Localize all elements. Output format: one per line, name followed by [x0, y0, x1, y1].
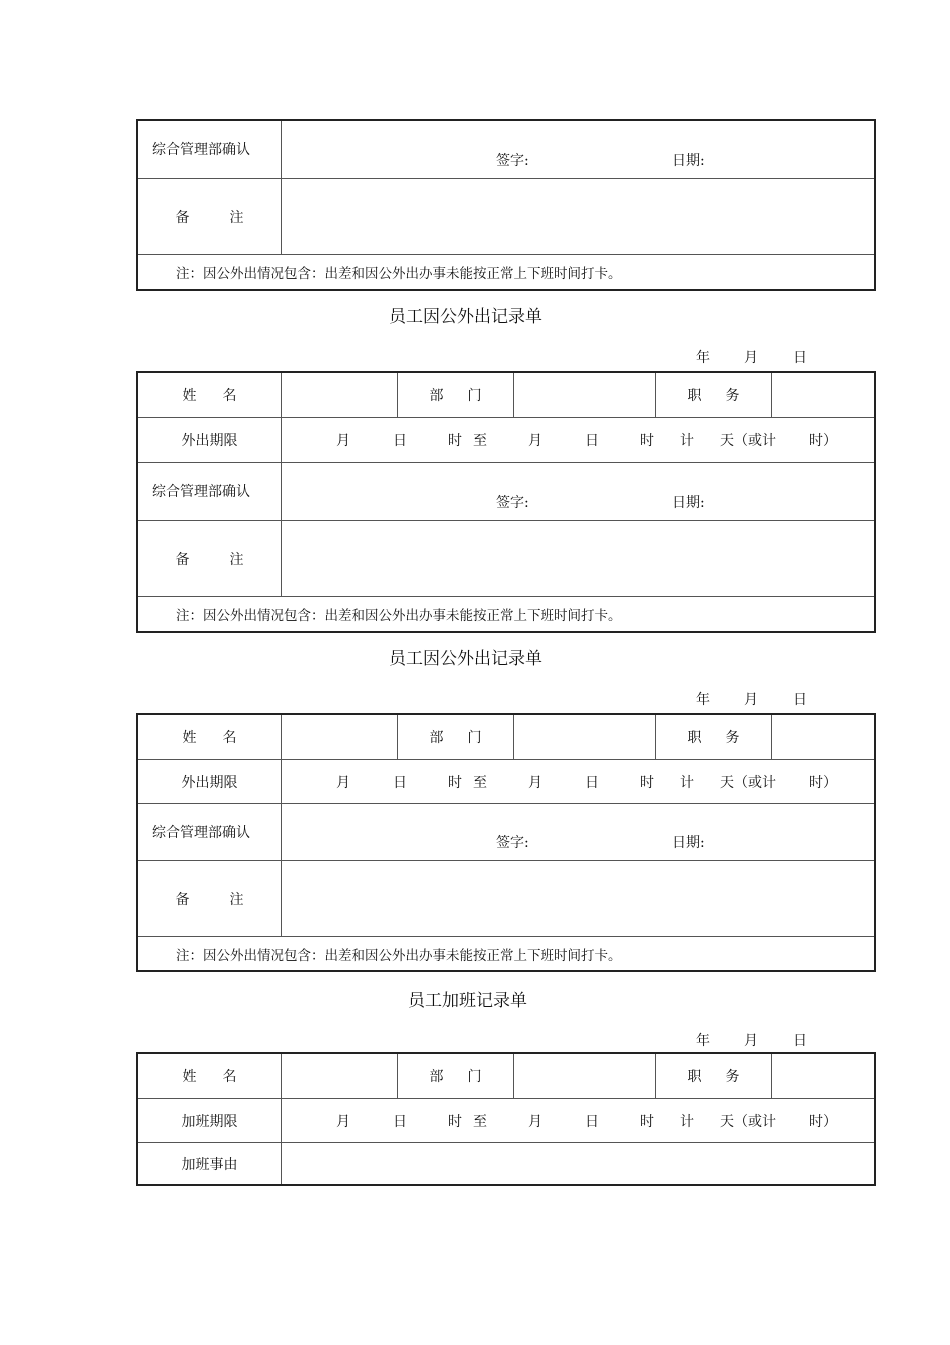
period-field[interactable]: 月 日 时 至 月 日 时 计 天（或计 时） [336, 433, 837, 449]
info-row [138, 373, 874, 417]
remark-label: 备 注 [138, 179, 282, 254]
note-row [138, 936, 874, 970]
name-label: 姓 名 [138, 1054, 282, 1098]
remark-label: 备 注 [138, 521, 282, 596]
period-label: 外出期限 [138, 418, 282, 462]
signature-label: 签字: [496, 835, 529, 851]
name-field[interactable] [282, 1054, 398, 1098]
form-title: 员工加班记录单 [408, 991, 527, 1011]
dept-label: 部 门 [398, 1054, 514, 1098]
period-label: 外出期限 [138, 760, 282, 803]
period-field[interactable]: 月 日 时 至 月 日 时 计 天（或计 时） [336, 774, 837, 791]
remark-row [138, 178, 874, 254]
confirm-row [138, 803, 874, 860]
period-field[interactable]: 月 日 时 至 月 日 时 计 天（或计 时） [336, 1113, 837, 1130]
date-label: 日期: [672, 153, 705, 169]
reason-label: 加班事由 [138, 1143, 282, 1184]
position-label: 职 务 [656, 715, 772, 759]
position-field[interactable] [772, 373, 874, 417]
period-label: 加班期限 [138, 1099, 282, 1142]
signature-area[interactable] [282, 121, 874, 178]
signature-area[interactable] [282, 804, 874, 860]
dept-field[interactable] [514, 373, 656, 417]
signature-area[interactable] [282, 463, 874, 520]
remark-field[interactable] [282, 861, 874, 936]
remark-row [138, 520, 874, 596]
signature-label: 签字: [496, 153, 529, 169]
dept-field[interactable] [514, 1054, 656, 1098]
note-row [138, 596, 874, 631]
name-field[interactable] [282, 715, 398, 759]
form-title: 员工因公外出记录单 [389, 307, 542, 327]
date-label: 日期: [672, 835, 705, 851]
form-title: 员工因公外出记录单 [389, 649, 542, 669]
partial-outing-form [136, 119, 876, 291]
confirm-label: 综合管理部确认 [138, 463, 282, 520]
confirm-row [138, 462, 874, 520]
confirm-label: 综合管理部确认 [138, 121, 282, 178]
note-text: 注：因公外出情况包含：出差和因公外出办事未能按正常上下班时间打卡。 [176, 947, 622, 964]
name-label: 姓 名 [138, 715, 282, 759]
reason-field[interactable] [282, 1143, 874, 1184]
confirm-row [138, 121, 874, 178]
date-label: 日期: [672, 495, 705, 511]
remark-field[interactable] [282, 179, 874, 254]
period-row [138, 1098, 874, 1142]
remark-row [138, 860, 874, 936]
note-text: 注：因公外出情况包含：出差和因公外出办事未能按正常上下班时间打卡。 [176, 608, 622, 624]
name-field[interactable] [282, 373, 398, 417]
remark-label: 备 注 [138, 861, 282, 936]
info-row [138, 1054, 874, 1098]
remark-field[interactable] [282, 521, 874, 596]
name-label: 姓 名 [138, 373, 282, 417]
note-row [138, 254, 874, 289]
position-label: 职 务 [656, 1054, 772, 1098]
dept-label: 部 门 [398, 715, 514, 759]
outing-form-2 [136, 713, 876, 972]
info-row [138, 715, 874, 759]
dept-field[interactable] [514, 715, 656, 759]
position-field[interactable] [772, 715, 874, 759]
period-row [138, 417, 874, 462]
position-label: 职 务 [656, 373, 772, 417]
confirm-label: 综合管理部确认 [138, 804, 282, 860]
dept-label: 部 门 [398, 373, 514, 417]
signature-label: 签字: [496, 495, 529, 511]
position-field[interactable] [772, 1054, 874, 1098]
reason-row [138, 1142, 874, 1184]
period-row [138, 759, 874, 803]
note-text: 注：因公外出情况包含：出差和因公外出办事未能按正常上下班时间打卡。 [176, 266, 622, 282]
overtime-form [136, 1052, 876, 1186]
outing-form-1 [136, 371, 876, 633]
